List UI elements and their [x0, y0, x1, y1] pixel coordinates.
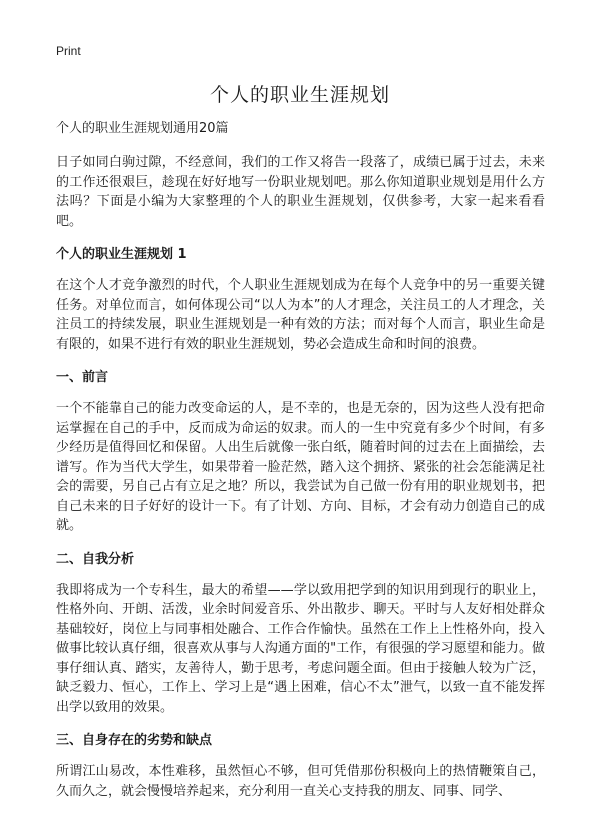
foreword-paragraph: 一个不能靠自己的能力改变命运的人，是不幸的，也是无奈的，因为这些人没有把命运掌握在自己的手中，反而成为命运的奴隶。而人的一生中究竟有多少个时间，有多少经历是值得回忆和保留。人出生后就像一张白纸，随着时间的过去在上面描绘，去谱写。作为当代大学生，如果带着一脸茫然，踏入这个拥挤、紧张的社会怎能满足社会的需要，另自己占有立足之地？所以，我尝试为自己做一份有用的职业规划书，把自己未来的日子好好的设计一下。有了计划、方向、目标，才会有动力创造自己的成就。 [56, 401, 545, 533]
document-body [56, 121, 545, 816]
section-1-paragraph: 在这个人才竞争激烈的时代，个人职业生涯规划成为在每个人竞争中的另一重要关键任务。对单位而言，如何体现公司“以人为本”的人才理念，关注员工的人才理念，关注员工的持续发展，职业生涯规划是一种有效的方法；而对每个人而言，职业生命是有限的，如果不进行有效的职业生涯规划，势必会造成生命和时间的浪费。 [56, 278, 545, 352]
section-heading-weakness: 三、自身存在的劣势和缺点 [56, 733, 213, 748]
weakness-paragraph: 所谓江山易改，本性难移，虽然恒心不够，但可凭借那份积极向上的热情鞭策自己，久而久之，就会慢慢培养起来，充分利用一直关心支持我的朋友、同事、同学、 [56, 764, 545, 799]
section-heading-foreword: 一、前言 [56, 370, 109, 385]
self-analysis-paragraph: 我即将成为一个专科生，最大的希望——学以致用把学到的知识用到现行的职业上，性格外向、开朗、活泼，业余时间爱音乐、外出散步、聊天。平时与人友好相处群众基础较好，岗位上与同事相处融合、工作合作愉快。虽然在工作上上性格外向，投入做事比较认真仔细，很喜欢从事与人沟通方面的"工作，有很强的学习愿望和能力。做事仔细认真、踏实，友善待人，勤于思考，考虑问题全面。但由于接触人较为广泛，缺乏毅力、恒心，工作上、学习上是“遇上困难，信心不太”泄气，以致一直不能发挥出学以致用的效果。 [56, 582, 545, 715]
page-title: 个人的职业生涯规划 [209, 84, 390, 106]
section-heading-1: 个人的职业生涯规划 1 [56, 247, 187, 262]
intro-paragraph: 日子如同白驹过隙，不经意间，我们的工作又将告一段落了，成绩已属于过去，未来的工作还很艰巨，趁现在好好地写一份职业规划吧。那么你知道职业规划是用什么方法吗？下面是小编为大家整理的个人的职业生涯规划，仅供参考，大家一起来看看吧。 [56, 155, 545, 229]
section-heading-self-analysis: 二、自我分析 [56, 551, 135, 567]
document-subtitle: 个人的职业生涯规划通用20篇 [56, 121, 229, 136]
print-link[interactable]: Print [56, 44, 81, 58]
